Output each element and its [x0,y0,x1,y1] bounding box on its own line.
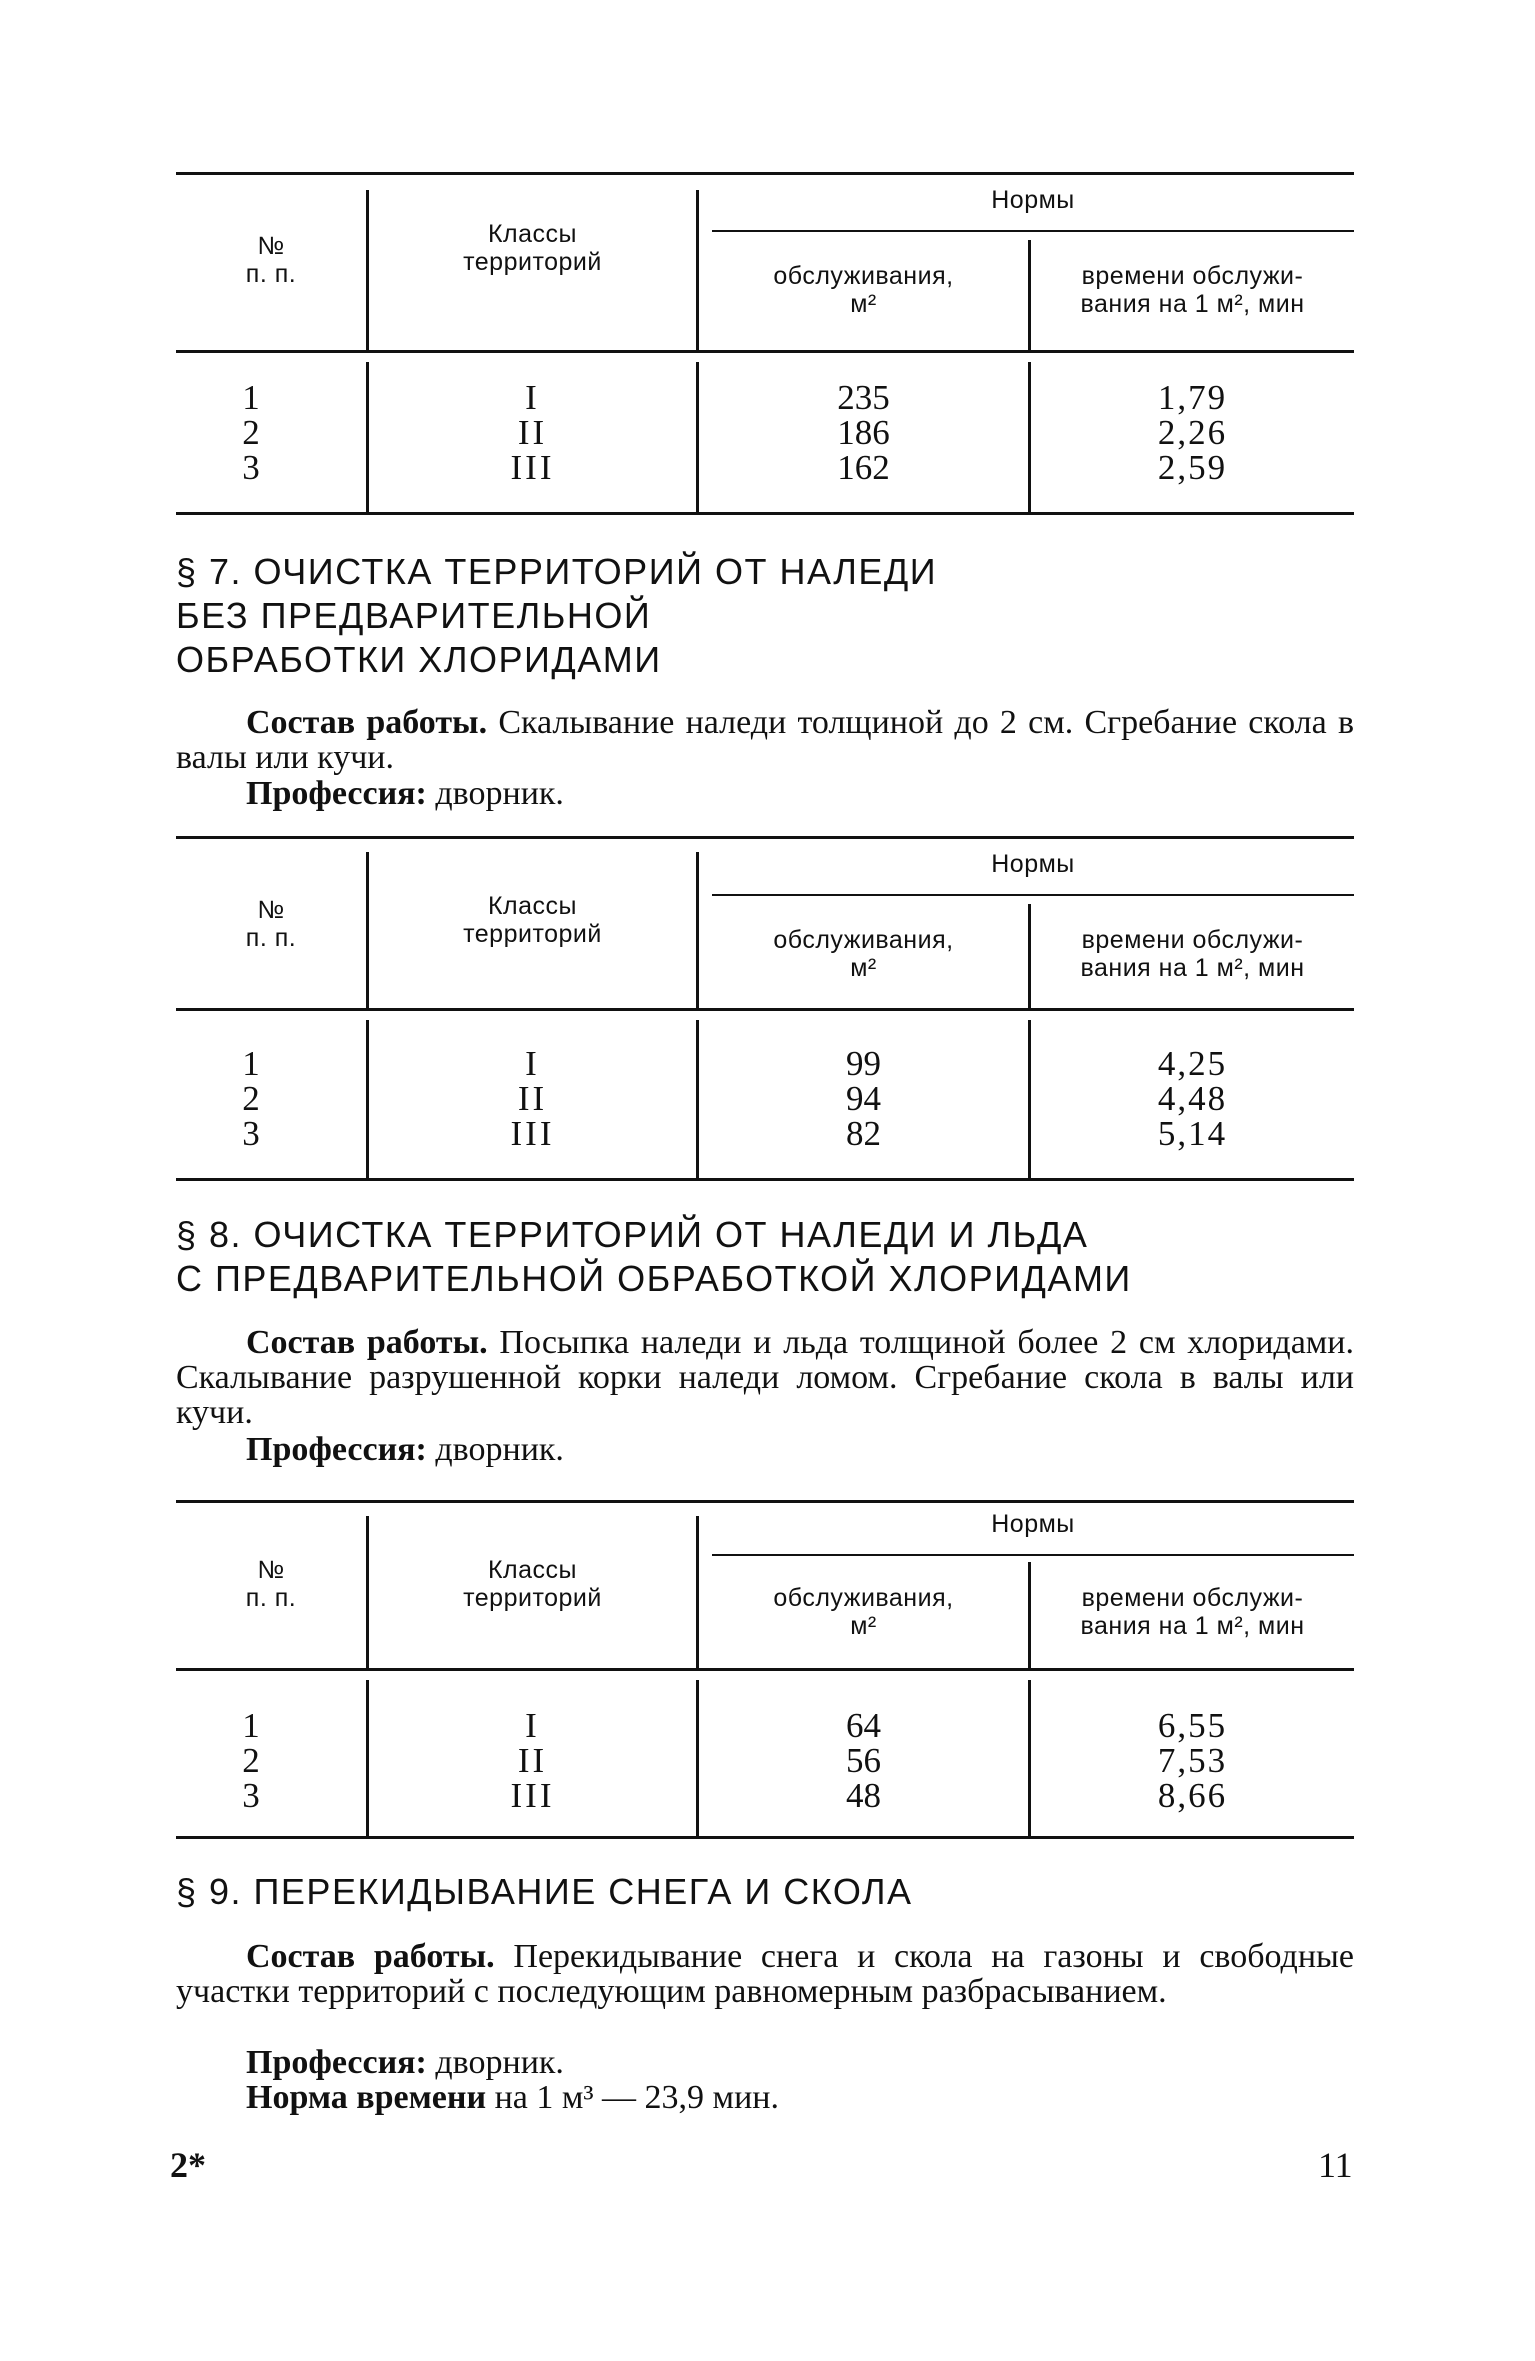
header-service-area: обслуживания, м² [773,1584,954,1640]
row-2-time: 4,48 [1157,1079,1228,1118]
profession-label: Профессия: [246,775,427,812]
time-norm-value: на 1 м³ — 23,9 мин. [486,2079,779,2116]
work-composition-text: Посыпка наледи и льда толщиной более 2 см хлоридами. Скалывание разрушенной корки наледи ломом. Сгребание скола в валы или кучи. [176,1324,1354,1431]
work-composition-text: Скалывание наледи толщиной до 2 см. Сгребание скола в валы или кучи. [176,704,1355,776]
section-8-profession [246,1432,564,1467]
header-service-time: времени обслужи- вания на 1 м², мин [1080,1584,1305,1640]
header-norms: Нормы [991,1510,1075,1538]
row-3-class: III [510,448,555,487]
section-9-profession [246,2045,564,2080]
row-2-number: 2 [242,413,260,452]
header-territory-classes: Классы территорий [463,1556,602,1612]
header-norms: Нормы [991,850,1075,878]
row-2-class: II [517,1741,548,1780]
section-8-title-line: § 8. ОЧИСТКА ТЕРРИТОРИЙ ОТ НАЛЕДИ И ЛЬДА [176,1214,1089,1255]
header-service-area: обслуживания, м² [773,262,954,318]
row-1-class: I [525,1044,540,1083]
profession-value: дворник. [426,775,564,812]
norms-table-2 [176,836,1354,1176]
profession-value: дворник. [426,1431,564,1468]
section-9-title [176,1870,1354,1914]
section-8-title [176,1213,1354,1301]
header-territory-classes: Классы территорий [463,892,602,948]
row-3-service: 162 [837,448,890,487]
row-2-time: 7,53 [1157,1741,1228,1780]
header-norms: Нормы [991,186,1075,214]
row-1-service: 64 [846,1706,881,1745]
header-number: № п. п. [245,232,297,288]
norms-table-1 [176,172,1354,512]
row-2-number: 2 [242,1079,260,1118]
row-2-service: 94 [846,1079,881,1118]
time-norm-label: Норма времени [246,2079,487,2116]
row-2-class: II [517,1079,548,1118]
row-2-time: 2,26 [1157,413,1228,452]
row-1-time: 1,79 [1157,378,1228,417]
profession-label: Профессия: [246,2044,427,2081]
header-service-time: времени обслужи- вания на 1 м², мин [1080,926,1305,982]
section-7-profession [246,776,564,811]
section-7-work-composition [176,705,1354,775]
header-service-time: времени обслужи- вания на 1 м², мин [1080,262,1305,318]
work-composition-label: Состав работы. [246,704,488,741]
row-1-time: 6,55 [1157,1706,1228,1745]
header-service-area: обслуживания, м² [773,926,954,982]
row-1-number: 1 [242,1044,260,1083]
row-2-class: II [517,413,548,452]
header-number: № п. п. [245,896,297,952]
norms-table-3 [176,1500,1354,1840]
row-1-class: I [525,378,540,417]
row-2-service: 56 [846,1741,881,1780]
section-9-title-line: § 9. ПЕРЕКИДЫВАНИЕ СНЕГА И СКОЛА [176,1871,913,1912]
section-9-time-norm [246,2080,779,2115]
row-2-service: 186 [837,413,890,452]
work-composition-text: Перекидывание снега и скола на газоны и свободные участки территорий с последующим равномерным разбрасыванием. [176,1938,1354,2010]
header-territory-classes: Классы территорий [463,220,602,276]
section-8-title-line: С ПРЕДВАРИТЕЛЬНОЙ ОБРАБОТКОЙ ХЛОРИДАМИ [176,1258,1132,1299]
work-composition-label: Состав работы. [246,1324,488,1361]
row-3-time: 5,14 [1157,1114,1228,1153]
section-7-title-line: БЕЗ ПРЕДВАРИТЕЛЬНОЙ [176,595,652,636]
row-1-service: 235 [837,378,890,417]
header-number: № п. п. [245,1556,297,1612]
row-1-number: 1 [242,378,260,417]
profession-label: Профессия: [246,1431,427,1468]
signature-mark: 2* [170,2145,206,2185]
row-3-class: III [510,1776,555,1815]
row-3-number: 3 [242,448,260,487]
row-3-number: 3 [242,1114,260,1153]
profession-value: дворник. [426,2044,564,2081]
row-1-class: I [525,1706,540,1745]
section-7-title [176,550,1354,682]
row-3-service: 48 [846,1776,881,1815]
work-composition-label: Состав работы. [246,1938,495,1975]
row-3-service: 82 [846,1114,881,1153]
row-1-time: 4,25 [1157,1044,1228,1083]
section-8-work-composition [176,1325,1354,1430]
row-2-number: 2 [242,1741,260,1780]
row-3-time: 2,59 [1157,448,1228,487]
section-7-title-line: ОБРАБОТКИ ХЛОРИДАМИ [176,639,662,680]
row-3-time: 8,66 [1157,1776,1228,1815]
section-9-work-composition [176,1939,1354,2009]
section-7-title-line: § 7. ОЧИСТКА ТЕРРИТОРИЙ ОТ НАЛЕДИ [176,551,938,592]
row-3-class: III [510,1114,555,1153]
page-number: 11 [1318,2145,1353,2185]
row-3-number: 3 [242,1776,260,1815]
row-1-number: 1 [242,1706,260,1745]
row-1-service: 99 [846,1044,881,1083]
